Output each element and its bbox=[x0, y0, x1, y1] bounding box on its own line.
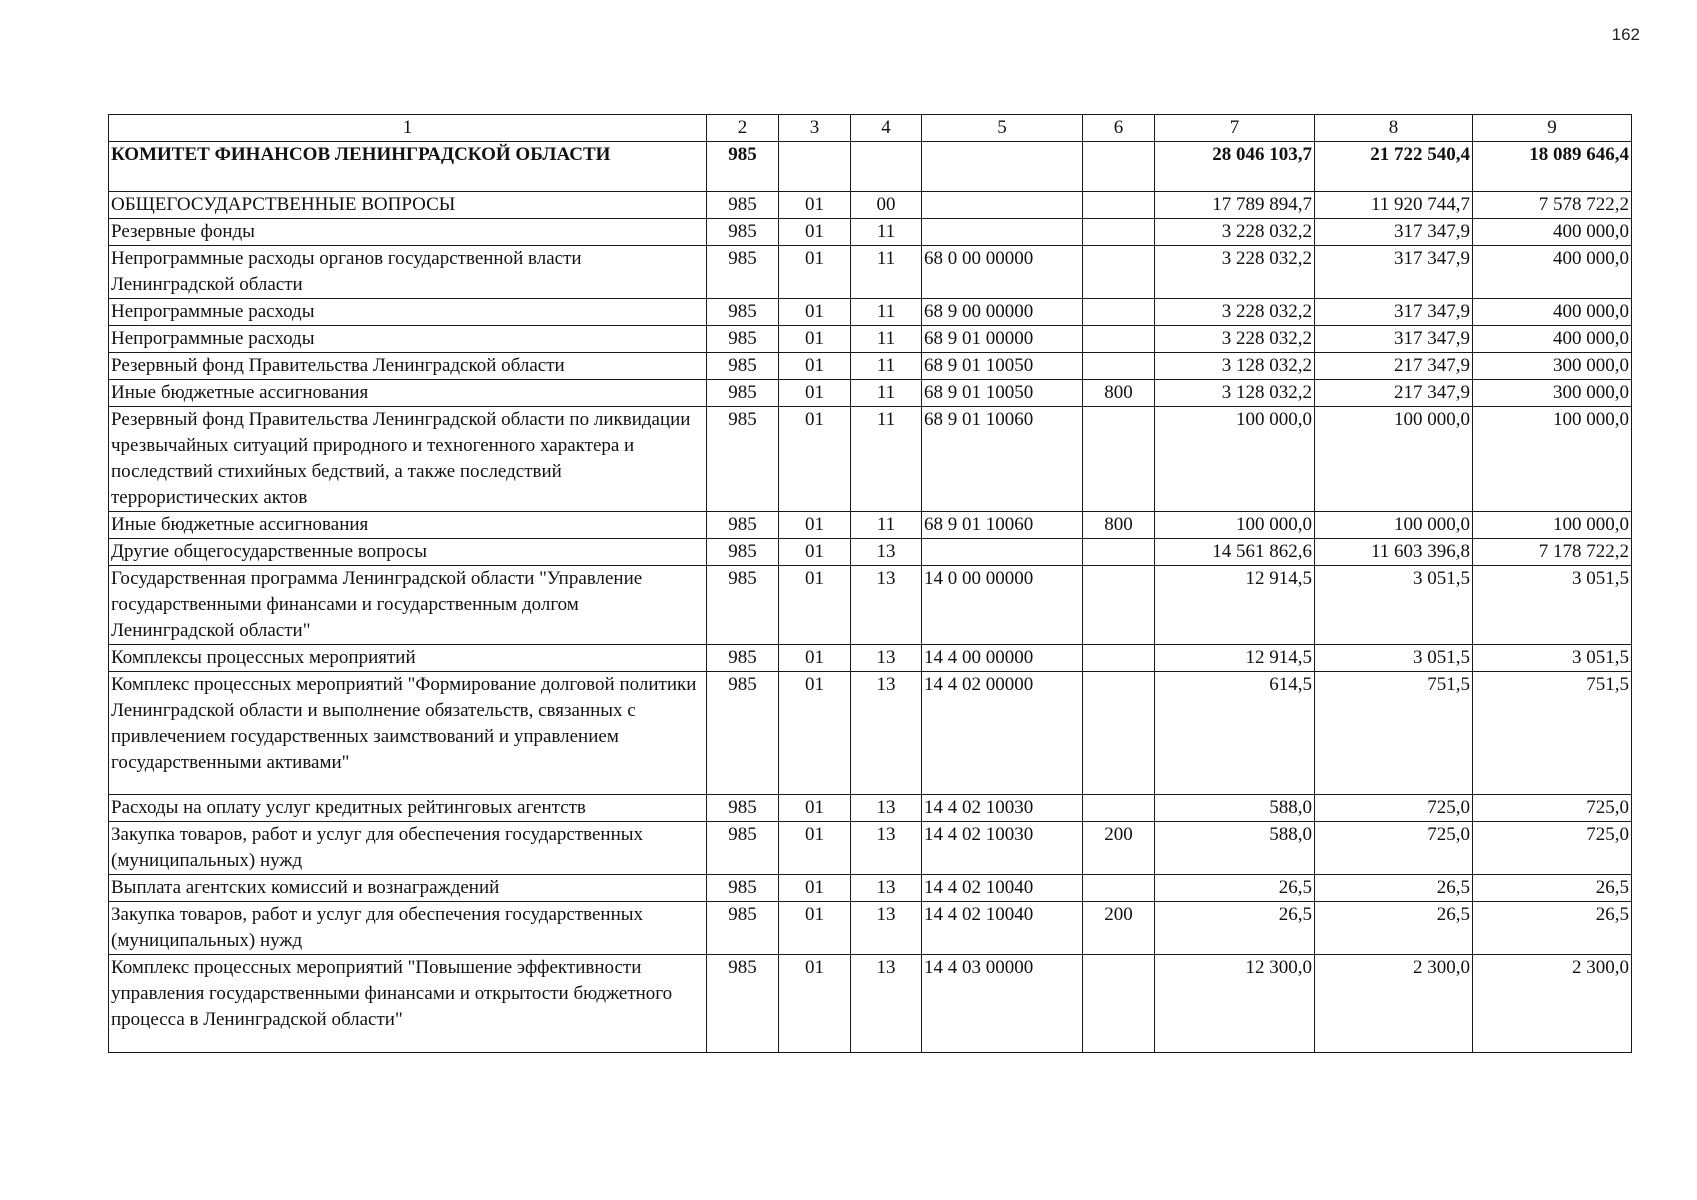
grbs-cell: 985 bbox=[707, 407, 779, 512]
amount-year1-cell: 3 128 032,2 bbox=[1155, 353, 1315, 380]
grbs-cell: 985 bbox=[707, 902, 779, 955]
amount-year2-cell: 3 051,5 bbox=[1315, 645, 1473, 672]
column-header: 6 bbox=[1083, 115, 1155, 142]
expense-type-cell: 200 bbox=[1083, 822, 1155, 875]
section-cell: 01 bbox=[779, 299, 851, 326]
grbs-cell: 985 bbox=[707, 299, 779, 326]
subsection-cell: 11 bbox=[851, 380, 922, 407]
amount-year3-cell: 2 300,0 bbox=[1473, 955, 1632, 1053]
subsection-cell: 13 bbox=[851, 645, 922, 672]
expense-type-cell bbox=[1083, 407, 1155, 512]
amount-year1-cell: 3 228 032,2 bbox=[1155, 326, 1315, 353]
amount-year2-cell: 21 722 540,4 bbox=[1315, 142, 1473, 192]
target-article-cell bbox=[922, 142, 1083, 192]
target-article-cell: 68 9 01 10050 bbox=[922, 353, 1083, 380]
column-header: 5 bbox=[922, 115, 1083, 142]
row-name-cell: КОМИТЕТ ФИНАНСОВ ЛЕНИНГРАДСКОЙ ОБЛАСТИ bbox=[109, 142, 707, 192]
subsection-cell: 11 bbox=[851, 299, 922, 326]
amount-year2-cell: 3 051,5 bbox=[1315, 566, 1473, 645]
grbs-cell: 985 bbox=[707, 326, 779, 353]
amount-year3-cell: 7 178 722,2 bbox=[1473, 539, 1632, 566]
expense-type-cell bbox=[1083, 142, 1155, 192]
section-cell: 01 bbox=[779, 672, 851, 795]
expense-type-cell bbox=[1083, 539, 1155, 566]
amount-year1-cell: 28 046 103,7 bbox=[1155, 142, 1315, 192]
amount-year2-cell: 11 920 744,7 bbox=[1315, 192, 1473, 219]
subsection-cell: 13 bbox=[851, 822, 922, 875]
amount-year1-cell: 17 789 894,7 bbox=[1155, 192, 1315, 219]
amount-year2-cell: 217 347,9 bbox=[1315, 353, 1473, 380]
section-cell: 01 bbox=[779, 645, 851, 672]
amount-year3-cell: 400 000,0 bbox=[1473, 246, 1632, 299]
grbs-cell: 985 bbox=[707, 645, 779, 672]
target-article-cell: 68 9 01 10060 bbox=[922, 512, 1083, 539]
amount-year3-cell: 400 000,0 bbox=[1473, 299, 1632, 326]
subsection-cell: 11 bbox=[851, 219, 922, 246]
grbs-cell: 985 bbox=[707, 192, 779, 219]
amount-year3-cell: 400 000,0 bbox=[1473, 219, 1632, 246]
amount-year1-cell: 3 228 032,2 bbox=[1155, 299, 1315, 326]
expense-type-cell bbox=[1083, 299, 1155, 326]
target-article-cell: 14 4 03 00000 bbox=[922, 955, 1083, 1053]
grbs-cell: 985 bbox=[707, 353, 779, 380]
table-row bbox=[109, 539, 1632, 566]
row-name-cell: Иные бюджетные ассигнования bbox=[109, 512, 707, 539]
grbs-cell: 985 bbox=[707, 512, 779, 539]
section-cell: 01 bbox=[779, 955, 851, 1053]
subsection-cell bbox=[851, 142, 922, 192]
expense-type-cell: 800 bbox=[1083, 380, 1155, 407]
target-article-cell: 14 4 02 00000 bbox=[922, 672, 1083, 795]
amount-year2-cell: 725,0 bbox=[1315, 822, 1473, 875]
row-name-cell: Закупка товаров, работ и услуг для обеспечения государственных (муниципальных) нужд bbox=[109, 902, 707, 955]
amount-year1-cell: 26,5 bbox=[1155, 875, 1315, 902]
amount-year1-cell: 588,0 bbox=[1155, 795, 1315, 822]
amount-year1-cell: 12 914,5 bbox=[1155, 566, 1315, 645]
expense-type-cell: 200 bbox=[1083, 902, 1155, 955]
table-row bbox=[109, 353, 1632, 380]
table-row bbox=[109, 955, 1632, 1053]
column-number-row bbox=[109, 115, 1632, 142]
target-article-cell: 68 9 00 00000 bbox=[922, 299, 1083, 326]
table-row bbox=[109, 219, 1632, 246]
budget-table bbox=[108, 114, 1632, 1053]
table-row bbox=[109, 875, 1632, 902]
page-number: 162 bbox=[1611, 25, 1640, 44]
expense-type-cell: 800 bbox=[1083, 512, 1155, 539]
amount-year1-cell: 3 228 032,2 bbox=[1155, 219, 1315, 246]
amount-year3-cell: 18 089 646,4 bbox=[1473, 142, 1632, 192]
target-article-cell: 14 4 02 10040 bbox=[922, 902, 1083, 955]
table-row bbox=[109, 192, 1632, 219]
amount-year3-cell: 751,5 bbox=[1473, 672, 1632, 795]
grbs-cell: 985 bbox=[707, 539, 779, 566]
amount-year2-cell: 11 603 396,8 bbox=[1315, 539, 1473, 566]
section-cell: 01 bbox=[779, 407, 851, 512]
row-name-cell: Расходы на оплату услуг кредитных рейтинговых агентств bbox=[109, 795, 707, 822]
amount-year3-cell: 26,5 bbox=[1473, 875, 1632, 902]
table-row bbox=[109, 795, 1632, 822]
amount-year1-cell: 100 000,0 bbox=[1155, 512, 1315, 539]
amount-year2-cell: 751,5 bbox=[1315, 672, 1473, 795]
amount-year2-cell: 217 347,9 bbox=[1315, 380, 1473, 407]
grbs-cell: 985 bbox=[707, 822, 779, 875]
subsection-cell: 11 bbox=[851, 246, 922, 299]
section-cell: 01 bbox=[779, 512, 851, 539]
amount-year3-cell: 100 000,0 bbox=[1473, 512, 1632, 539]
table-row bbox=[109, 246, 1632, 299]
target-article-cell: 68 0 00 00000 bbox=[922, 246, 1083, 299]
amount-year1-cell: 12 300,0 bbox=[1155, 955, 1315, 1053]
amount-year1-cell: 3 128 032,2 bbox=[1155, 380, 1315, 407]
expense-type-cell bbox=[1083, 795, 1155, 822]
column-header: 2 bbox=[707, 115, 779, 142]
grbs-cell: 985 bbox=[707, 380, 779, 407]
amount-year2-cell: 317 347,9 bbox=[1315, 246, 1473, 299]
amount-year2-cell: 725,0 bbox=[1315, 795, 1473, 822]
subsection-cell: 13 bbox=[851, 955, 922, 1053]
column-header: 3 bbox=[779, 115, 851, 142]
table-row bbox=[109, 566, 1632, 645]
grbs-cell: 985 bbox=[707, 142, 779, 192]
table-row bbox=[109, 299, 1632, 326]
column-header: 7 bbox=[1155, 115, 1315, 142]
amount-year2-cell: 26,5 bbox=[1315, 902, 1473, 955]
amount-year1-cell: 14 561 862,6 bbox=[1155, 539, 1315, 566]
table-row bbox=[109, 645, 1632, 672]
amount-year3-cell: 725,0 bbox=[1473, 822, 1632, 875]
table-row bbox=[109, 326, 1632, 353]
target-article-cell: 14 4 02 10030 bbox=[922, 822, 1083, 875]
column-header: 8 bbox=[1315, 115, 1473, 142]
row-name-cell: Комплексы процессных мероприятий bbox=[109, 645, 707, 672]
amount-year2-cell: 317 347,9 bbox=[1315, 299, 1473, 326]
table-row bbox=[109, 672, 1632, 795]
section-cell: 01 bbox=[779, 246, 851, 299]
section-cell: 01 bbox=[779, 539, 851, 566]
amount-year1-cell: 12 914,5 bbox=[1155, 645, 1315, 672]
amount-year3-cell: 725,0 bbox=[1473, 795, 1632, 822]
target-article-cell bbox=[922, 219, 1083, 246]
row-name-cell: Непрограммные расходы bbox=[109, 299, 707, 326]
amount-year3-cell: 3 051,5 bbox=[1473, 645, 1632, 672]
table-row bbox=[109, 380, 1632, 407]
section-cell bbox=[779, 142, 851, 192]
row-name-cell: Резервные фонды bbox=[109, 219, 707, 246]
amount-year3-cell: 300 000,0 bbox=[1473, 380, 1632, 407]
section-cell: 01 bbox=[779, 875, 851, 902]
expense-type-cell bbox=[1083, 645, 1155, 672]
table-row bbox=[109, 822, 1632, 875]
subsection-cell: 11 bbox=[851, 326, 922, 353]
amount-year3-cell: 400 000,0 bbox=[1473, 326, 1632, 353]
amount-year3-cell: 100 000,0 bbox=[1473, 407, 1632, 512]
target-article-cell: 14 4 02 10040 bbox=[922, 875, 1083, 902]
section-cell: 01 bbox=[779, 566, 851, 645]
table-row bbox=[109, 407, 1632, 512]
grbs-cell: 985 bbox=[707, 219, 779, 246]
amount-year1-cell: 100 000,0 bbox=[1155, 407, 1315, 512]
row-name-cell: Комплекс процессных мероприятий "Повышение эффективности управления государственными финансами и открытости бюджетного процесса в Ленинградской области" bbox=[109, 955, 707, 1053]
section-cell: 01 bbox=[779, 353, 851, 380]
grbs-cell: 985 bbox=[707, 566, 779, 645]
table-body bbox=[109, 115, 1632, 1053]
column-header: 1 bbox=[109, 115, 707, 142]
row-name-cell: Непрограммные расходы bbox=[109, 326, 707, 353]
amount-year2-cell: 26,5 bbox=[1315, 875, 1473, 902]
amount-year1-cell: 26,5 bbox=[1155, 902, 1315, 955]
amount-year2-cell: 100 000,0 bbox=[1315, 407, 1473, 512]
target-article-cell: 14 4 00 00000 bbox=[922, 645, 1083, 672]
expense-type-cell bbox=[1083, 192, 1155, 219]
grbs-cell: 985 bbox=[707, 672, 779, 795]
grbs-cell: 985 bbox=[707, 955, 779, 1053]
expense-type-cell bbox=[1083, 875, 1155, 902]
amount-year3-cell: 300 000,0 bbox=[1473, 353, 1632, 380]
column-header: 9 bbox=[1473, 115, 1632, 142]
section-cell: 01 bbox=[779, 822, 851, 875]
row-name-cell: Выплата агентских комиссий и вознаграждений bbox=[109, 875, 707, 902]
expense-type-cell bbox=[1083, 955, 1155, 1053]
subsection-cell: 00 bbox=[851, 192, 922, 219]
grbs-cell: 985 bbox=[707, 795, 779, 822]
row-name-cell: Другие общегосударственные вопросы bbox=[109, 539, 707, 566]
subsection-cell: 13 bbox=[851, 875, 922, 902]
expense-type-cell bbox=[1083, 246, 1155, 299]
target-article-cell bbox=[922, 192, 1083, 219]
target-article-cell: 14 4 02 10030 bbox=[922, 795, 1083, 822]
amount-year2-cell: 317 347,9 bbox=[1315, 219, 1473, 246]
subsection-cell: 13 bbox=[851, 539, 922, 566]
target-article-cell bbox=[922, 539, 1083, 566]
section-cell: 01 bbox=[779, 795, 851, 822]
subsection-cell: 13 bbox=[851, 672, 922, 795]
target-article-cell: 14 0 00 00000 bbox=[922, 566, 1083, 645]
section-cell: 01 bbox=[779, 326, 851, 353]
expense-type-cell bbox=[1083, 326, 1155, 353]
row-name-cell: Иные бюджетные ассигнования bbox=[109, 380, 707, 407]
row-name-cell: Резервный фонд Правительства Ленинградской области bbox=[109, 353, 707, 380]
table-row bbox=[109, 902, 1632, 955]
expense-type-cell bbox=[1083, 353, 1155, 380]
subsection-cell: 11 bbox=[851, 407, 922, 512]
subsection-cell: 13 bbox=[851, 902, 922, 955]
section-cell: 01 bbox=[779, 219, 851, 246]
grbs-cell: 985 bbox=[707, 875, 779, 902]
amount-year3-cell: 7 578 722,2 bbox=[1473, 192, 1632, 219]
amount-year1-cell: 3 228 032,2 bbox=[1155, 246, 1315, 299]
amount-year2-cell: 317 347,9 bbox=[1315, 326, 1473, 353]
row-name-cell: Государственная программа Ленинградской области "Управление государственными финансами и государственным долгом Ленинградской области" bbox=[109, 566, 707, 645]
target-article-cell: 68 9 01 10050 bbox=[922, 380, 1083, 407]
expense-type-cell bbox=[1083, 219, 1155, 246]
amount-year2-cell: 100 000,0 bbox=[1315, 512, 1473, 539]
expense-type-cell bbox=[1083, 566, 1155, 645]
row-name-cell: Непрограммные расходы органов государственной власти Ленинградской области bbox=[109, 246, 707, 299]
amount-year1-cell: 588,0 bbox=[1155, 822, 1315, 875]
amount-year3-cell: 26,5 bbox=[1473, 902, 1632, 955]
amount-year1-cell: 614,5 bbox=[1155, 672, 1315, 795]
subsection-cell: 11 bbox=[851, 353, 922, 380]
row-name-cell: Комплекс процессных мероприятий "Формирование долговой политики Ленинградской области и выполнение обязательств, связанных с привлечением государственных заимствований и управлением государственными активами" bbox=[109, 672, 707, 795]
column-header: 4 bbox=[851, 115, 922, 142]
section-cell: 01 bbox=[779, 192, 851, 219]
row-name-cell: ОБЩЕГОСУДАРСТВЕННЫЕ ВОПРОСЫ bbox=[109, 192, 707, 219]
grbs-cell: 985 bbox=[707, 246, 779, 299]
section-cell: 01 bbox=[779, 902, 851, 955]
table-row bbox=[109, 512, 1632, 539]
amount-year3-cell: 3 051,5 bbox=[1473, 566, 1632, 645]
subsection-cell: 11 bbox=[851, 512, 922, 539]
amount-year2-cell: 2 300,0 bbox=[1315, 955, 1473, 1053]
section-cell: 01 bbox=[779, 380, 851, 407]
target-article-cell: 68 9 01 10060 bbox=[922, 407, 1083, 512]
table-row bbox=[109, 142, 1632, 192]
subsection-cell: 13 bbox=[851, 566, 922, 645]
row-name-cell: Закупка товаров, работ и услуг для обеспечения государственных (муниципальных) нужд bbox=[109, 822, 707, 875]
expense-type-cell bbox=[1083, 672, 1155, 795]
subsection-cell: 13 bbox=[851, 795, 922, 822]
row-name-cell: Резервный фонд Правительства Ленинградской области по ликвидации чрезвычайных ситуаций природного и техногенного характера и последствий стихийных бедствий, а также последствий террористических актов bbox=[109, 407, 707, 512]
target-article-cell: 68 9 01 00000 bbox=[922, 326, 1083, 353]
